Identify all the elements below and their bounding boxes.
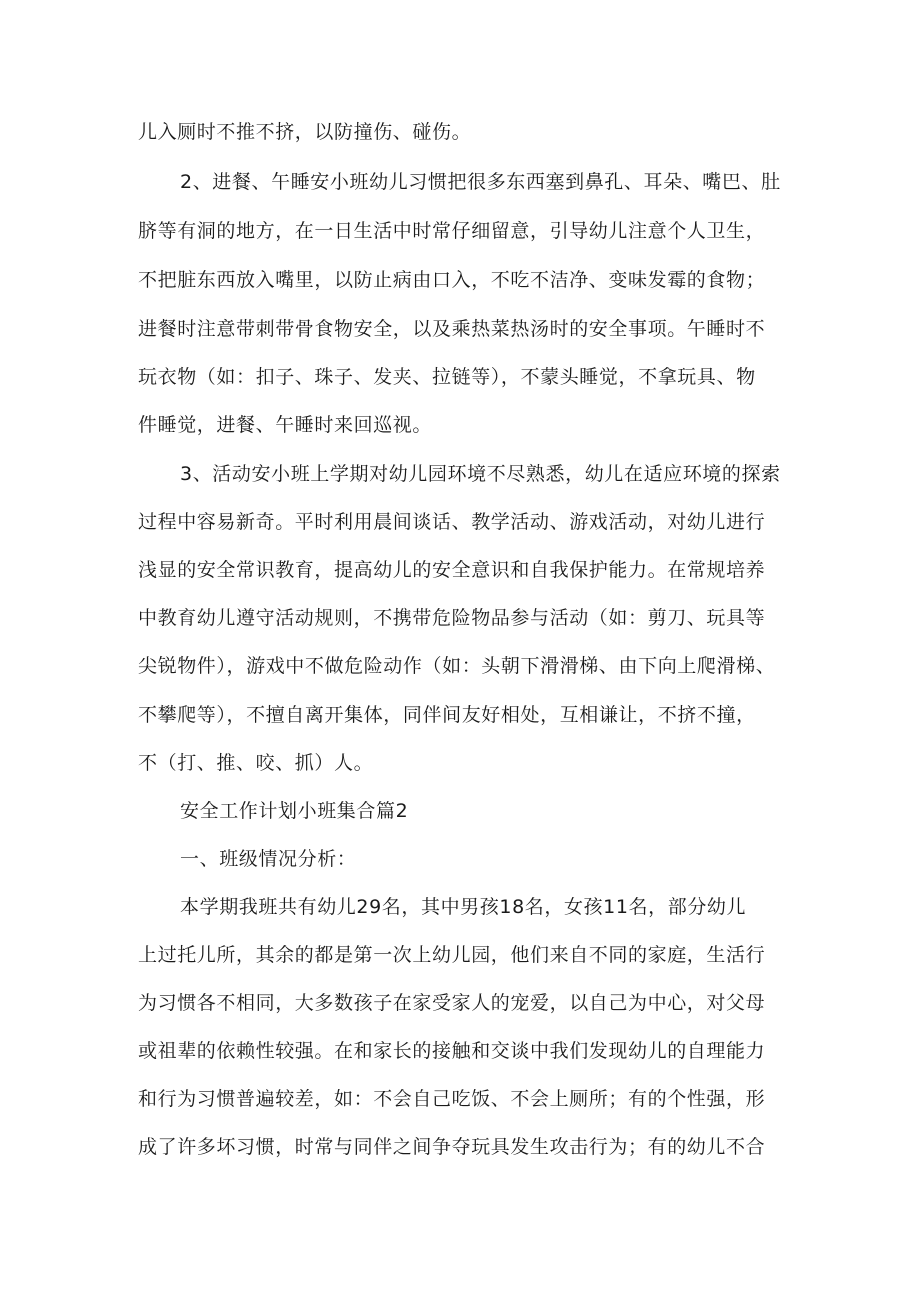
text-line: 上过托儿所，其余的都是第一次上幼儿园，他们来自不同的家庭，生活行	[138, 944, 766, 966]
text-line: 和行为习惯普遍较差，如：不会自己吃饭、不会上厕所；有的个性强，形	[138, 1088, 766, 1110]
text-line: 件睡觉，进餐、午睡时来回巡视。	[138, 414, 433, 436]
text-line: 或祖辈的依赖性较强。在和家长的接触和交谈中我们发现幼儿的自理能力	[138, 1040, 766, 1062]
text-line: 3、活动安小班上学期对幼儿园环境不尽熟悉，幼儿在适应环境的探索	[180, 463, 781, 485]
text-line: 玩衣物（如：扣子、珠子、发夹、拉链等），不蒙头睡觉，不拿玩具、物	[138, 366, 756, 388]
text-line: 进餐时注意带刺带骨食物安全，以及乘热菜热汤时的安全事项。午睡时不	[138, 318, 766, 340]
text-line: 不攀爬等），不擅自离开集体，同伴间友好相处，互相谦让，不挤不撞，	[138, 704, 756, 726]
text-line: 中教育幼儿遵守活动规则，不携带危险物品参与活动（如：剪刀、玩具等	[138, 607, 766, 629]
text-line: 儿入厕时不推不挤，以防撞伤、碰伤。	[138, 121, 472, 143]
text-line: 为习惯各不相同，大多数孩子在家受家人的宠爱，以自己为中心，对父母	[138, 992, 766, 1014]
text-line: 脐等有洞的地方，在一日生活中时常仔细留意，引导幼儿注意个人卫生，	[138, 220, 766, 242]
text-line: 不把脏东西放入嘴里，以防止病由口入，不吃不洁净、变味发霉的食物；	[138, 269, 766, 291]
text-line: 尖锐物件），游戏中不做危险动作（如：头朝下滑滑梯、由下向上爬滑梯、	[138, 655, 776, 677]
text-line: 2、进餐、午睡安小班幼儿习惯把很多东西塞到鼻孔、耳朵、嘴巴、肚	[180, 171, 781, 193]
text-line: 浅显的安全常识教育，提高幼儿的安全意识和自我保护能力。在常规培养	[138, 559, 766, 581]
subsection-heading: 一、班级情况分析：	[180, 848, 357, 870]
text-line: 不（打、推、咬、抓）人。	[138, 752, 374, 774]
text-line: 本学期我班共有幼儿29名，其中男孩18名，女孩11名，部分幼儿	[180, 896, 747, 918]
text-line: 成了许多坏习惯，时常与同伴之间争夺玩具发生攻击行为；有的幼儿不合	[138, 1136, 766, 1158]
section-heading: 安全工作计划小班集合篇2	[180, 800, 409, 822]
text-line: 过程中容易新奇。平时利用晨间谈话、教学活动、游戏活动，对幼儿进行	[138, 511, 766, 533]
